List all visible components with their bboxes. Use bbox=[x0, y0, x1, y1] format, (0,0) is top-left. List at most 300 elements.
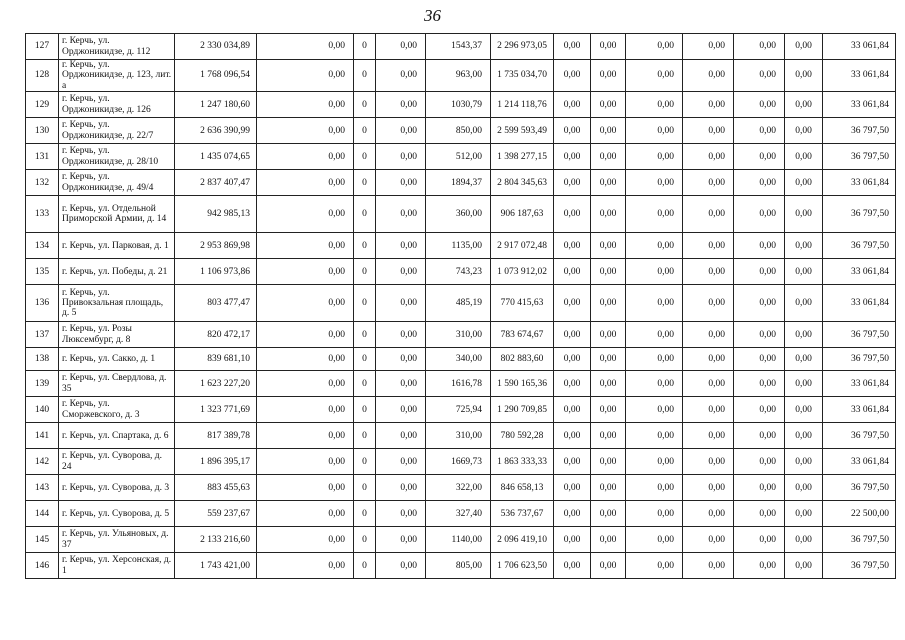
col3-cell: 0,00 bbox=[376, 259, 426, 285]
col6-cell: 0,00 bbox=[554, 501, 591, 527]
col6-cell: 0,00 bbox=[554, 553, 591, 579]
col2-cell: 0 bbox=[354, 475, 376, 501]
col1-cell: 0,00 bbox=[257, 233, 354, 259]
col6-cell: 0,00 bbox=[554, 196, 591, 233]
col5-cell: 1 735 034,70 bbox=[491, 60, 554, 92]
col9-cell: 0,00 bbox=[683, 60, 734, 92]
col5-cell: 906 187,63 bbox=[491, 196, 554, 233]
col11-cell: 0,00 bbox=[785, 196, 823, 233]
col1-cell: 0,00 bbox=[257, 501, 354, 527]
total-sum-cell: 1 106 973,86 bbox=[175, 259, 257, 285]
col4-cell: 360,00 bbox=[426, 196, 491, 233]
col2-cell: 0 bbox=[354, 196, 376, 233]
col5-cell: 2 296 973,05 bbox=[491, 34, 554, 60]
address-cell: г. Керчь, ул. Отдельной Приморской Армии, д. 14 bbox=[59, 196, 175, 233]
col7-cell: 0,00 bbox=[591, 397, 626, 423]
col1-cell: 0,00 bbox=[257, 348, 354, 371]
col4-cell: 1616,78 bbox=[426, 371, 491, 397]
col11-cell: 0,00 bbox=[785, 233, 823, 259]
row-number: 131 bbox=[26, 144, 59, 170]
table-row bbox=[26, 259, 896, 285]
col11-cell: 0,00 bbox=[785, 92, 823, 118]
row-number: 138 bbox=[26, 348, 59, 371]
table-row bbox=[26, 92, 896, 118]
col9-cell: 0,00 bbox=[683, 348, 734, 371]
address-cell: г. Керчь, ул. Победы, д. 21 bbox=[59, 259, 175, 285]
row-number: 144 bbox=[26, 501, 59, 527]
table-row bbox=[26, 553, 896, 579]
col11-cell: 0,00 bbox=[785, 348, 823, 371]
address-cell: г. Керчь, ул. Орджоникидзе, д. 49/4 bbox=[59, 170, 175, 196]
col2-cell: 0 bbox=[354, 371, 376, 397]
col12-cell: 36 797,50 bbox=[823, 553, 896, 579]
col9-cell: 0,00 bbox=[683, 501, 734, 527]
col3-cell: 0,00 bbox=[376, 196, 426, 233]
col12-cell: 33 061,84 bbox=[823, 285, 896, 322]
col2-cell: 0 bbox=[354, 322, 376, 348]
total-sum-cell: 803 477,47 bbox=[175, 285, 257, 322]
col11-cell: 0,00 bbox=[785, 527, 823, 553]
col3-cell: 0,00 bbox=[376, 348, 426, 371]
col10-cell: 0,00 bbox=[734, 553, 785, 579]
col2-cell: 0 bbox=[354, 501, 376, 527]
col7-cell: 0,00 bbox=[591, 233, 626, 259]
col8-cell: 0,00 bbox=[626, 475, 683, 501]
col2-cell: 0 bbox=[354, 118, 376, 144]
col12-cell: 36 797,50 bbox=[823, 233, 896, 259]
page-number: 36 bbox=[424, 6, 441, 25]
col8-cell: 0,00 bbox=[626, 233, 683, 259]
total-sum-cell: 1 743 421,00 bbox=[175, 553, 257, 579]
col5-cell: 2 917 072,48 bbox=[491, 233, 554, 259]
col6-cell: 0,00 bbox=[554, 92, 591, 118]
col8-cell: 0,00 bbox=[626, 118, 683, 144]
col4-cell: 322,00 bbox=[426, 475, 491, 501]
col8-cell: 0,00 bbox=[626, 259, 683, 285]
col2-cell: 0 bbox=[354, 553, 376, 579]
table-row bbox=[26, 371, 896, 397]
col1-cell: 0,00 bbox=[257, 423, 354, 449]
col9-cell: 0,00 bbox=[683, 259, 734, 285]
col10-cell: 0,00 bbox=[734, 527, 785, 553]
col10-cell: 0,00 bbox=[734, 170, 785, 196]
col9-cell: 0,00 bbox=[683, 397, 734, 423]
col3-cell: 0,00 bbox=[376, 144, 426, 170]
col6-cell: 0,00 bbox=[554, 449, 591, 475]
col5-cell: 2 804 345,63 bbox=[491, 170, 554, 196]
col7-cell: 0,00 bbox=[591, 285, 626, 322]
col1-cell: 0,00 bbox=[257, 475, 354, 501]
col1-cell: 0,00 bbox=[257, 449, 354, 475]
col9-cell: 0,00 bbox=[683, 92, 734, 118]
col5-cell: 2 096 419,10 bbox=[491, 527, 554, 553]
col1-cell: 0,00 bbox=[257, 553, 354, 579]
col12-cell: 36 797,50 bbox=[823, 144, 896, 170]
col3-cell: 0,00 bbox=[376, 34, 426, 60]
row-number: 137 bbox=[26, 322, 59, 348]
col9-cell: 0,00 bbox=[683, 322, 734, 348]
col4-cell: 1135,00 bbox=[426, 233, 491, 259]
col6-cell: 0,00 bbox=[554, 371, 591, 397]
row-number: 135 bbox=[26, 259, 59, 285]
total-sum-cell: 817 389,78 bbox=[175, 423, 257, 449]
col1-cell: 0,00 bbox=[257, 144, 354, 170]
col7-cell: 0,00 bbox=[591, 527, 626, 553]
col5-cell: 2 599 593,49 bbox=[491, 118, 554, 144]
col5-cell: 770 415,63 bbox=[491, 285, 554, 322]
col9-cell: 0,00 bbox=[683, 371, 734, 397]
address-cell: г. Керчь, ул. Суворова, д. 24 bbox=[59, 449, 175, 475]
col11-cell: 0,00 bbox=[785, 475, 823, 501]
col8-cell: 0,00 bbox=[626, 348, 683, 371]
col8-cell: 0,00 bbox=[626, 423, 683, 449]
address-cell: г. Керчь, ул. Сморжевского, д. 3 bbox=[59, 397, 175, 423]
col6-cell: 0,00 bbox=[554, 285, 591, 322]
table-body bbox=[26, 34, 896, 579]
col6-cell: 0,00 bbox=[554, 34, 591, 60]
col11-cell: 0,00 bbox=[785, 322, 823, 348]
col1-cell: 0,00 bbox=[257, 92, 354, 118]
total-sum-cell: 839 681,10 bbox=[175, 348, 257, 371]
col2-cell: 0 bbox=[354, 285, 376, 322]
col7-cell: 0,00 bbox=[591, 423, 626, 449]
table-row bbox=[26, 423, 896, 449]
col10-cell: 0,00 bbox=[734, 449, 785, 475]
col11-cell: 0,00 bbox=[785, 397, 823, 423]
total-sum-cell: 2 837 407,47 bbox=[175, 170, 257, 196]
col7-cell: 0,00 bbox=[591, 170, 626, 196]
col12-cell: 36 797,50 bbox=[823, 423, 896, 449]
col7-cell: 0,00 bbox=[591, 92, 626, 118]
col4-cell: 1030,79 bbox=[426, 92, 491, 118]
address-cell: г. Керчь, ул. Орджоникидзе, д. 126 bbox=[59, 92, 175, 118]
col11-cell: 0,00 bbox=[785, 501, 823, 527]
col5-cell: 1 590 165,36 bbox=[491, 371, 554, 397]
col7-cell: 0,00 bbox=[591, 501, 626, 527]
col2-cell: 0 bbox=[354, 348, 376, 371]
col2-cell: 0 bbox=[354, 259, 376, 285]
address-cell: г. Керчь, ул. Орджоникидзе, д. 28/10 bbox=[59, 144, 175, 170]
col3-cell: 0,00 bbox=[376, 285, 426, 322]
col1-cell: 0,00 bbox=[257, 285, 354, 322]
col12-cell: 36 797,50 bbox=[823, 527, 896, 553]
col2-cell: 0 bbox=[354, 527, 376, 553]
total-sum-cell: 942 985,13 bbox=[175, 196, 257, 233]
col5-cell: 1 398 277,15 bbox=[491, 144, 554, 170]
row-number: 129 bbox=[26, 92, 59, 118]
col8-cell: 0,00 bbox=[626, 501, 683, 527]
col6-cell: 0,00 bbox=[554, 322, 591, 348]
table-row bbox=[26, 60, 896, 92]
address-cell: г. Керчь, ул. Орджоникидзе, д. 123, лит. а bbox=[59, 60, 175, 92]
col7-cell: 0,00 bbox=[591, 475, 626, 501]
row-number: 132 bbox=[26, 170, 59, 196]
col5-cell: 780 592,28 bbox=[491, 423, 554, 449]
col7-cell: 0,00 bbox=[591, 259, 626, 285]
col3-cell: 0,00 bbox=[376, 475, 426, 501]
col9-cell: 0,00 bbox=[683, 285, 734, 322]
col6-cell: 0,00 bbox=[554, 233, 591, 259]
col9-cell: 0,00 bbox=[683, 144, 734, 170]
col7-cell: 0,00 bbox=[591, 144, 626, 170]
address-cell: г. Керчь, ул. Орджоникидзе, д. 112 bbox=[59, 34, 175, 60]
col8-cell: 0,00 bbox=[626, 196, 683, 233]
col6-cell: 0,00 bbox=[554, 397, 591, 423]
col12-cell: 33 061,84 bbox=[823, 449, 896, 475]
col7-cell: 0,00 bbox=[591, 196, 626, 233]
col10-cell: 0,00 bbox=[734, 60, 785, 92]
table-row bbox=[26, 118, 896, 144]
col10-cell: 0,00 bbox=[734, 144, 785, 170]
table-row bbox=[26, 285, 896, 322]
col9-cell: 0,00 bbox=[683, 233, 734, 259]
col10-cell: 0,00 bbox=[734, 196, 785, 233]
col12-cell: 36 797,50 bbox=[823, 196, 896, 233]
total-sum-cell: 1 247 180,60 bbox=[175, 92, 257, 118]
col9-cell: 0,00 bbox=[683, 170, 734, 196]
row-number: 130 bbox=[26, 118, 59, 144]
col4-cell: 340,00 bbox=[426, 348, 491, 371]
total-sum-cell: 1 896 395,17 bbox=[175, 449, 257, 475]
col10-cell: 0,00 bbox=[734, 259, 785, 285]
col1-cell: 0,00 bbox=[257, 118, 354, 144]
col3-cell: 0,00 bbox=[376, 553, 426, 579]
col4-cell: 512,00 bbox=[426, 144, 491, 170]
row-number: 146 bbox=[26, 553, 59, 579]
col7-cell: 0,00 bbox=[591, 60, 626, 92]
col7-cell: 0,00 bbox=[591, 34, 626, 60]
col2-cell: 0 bbox=[354, 170, 376, 196]
col11-cell: 0,00 bbox=[785, 553, 823, 579]
col9-cell: 0,00 bbox=[683, 34, 734, 60]
col1-cell: 0,00 bbox=[257, 170, 354, 196]
col6-cell: 0,00 bbox=[554, 527, 591, 553]
col3-cell: 0,00 bbox=[376, 371, 426, 397]
col2-cell: 0 bbox=[354, 34, 376, 60]
total-sum-cell: 1 323 771,69 bbox=[175, 397, 257, 423]
total-sum-cell: 883 455,63 bbox=[175, 475, 257, 501]
col5-cell: 783 674,67 bbox=[491, 322, 554, 348]
row-number: 143 bbox=[26, 475, 59, 501]
col11-cell: 0,00 bbox=[785, 144, 823, 170]
col9-cell: 0,00 bbox=[683, 449, 734, 475]
col1-cell: 0,00 bbox=[257, 527, 354, 553]
col5-cell: 1 863 333,33 bbox=[491, 449, 554, 475]
address-cell: г. Керчь, ул. Херсонская, д. 1 bbox=[59, 553, 175, 579]
col10-cell: 0,00 bbox=[734, 501, 785, 527]
col8-cell: 0,00 bbox=[626, 144, 683, 170]
row-number: 133 bbox=[26, 196, 59, 233]
col11-cell: 0,00 bbox=[785, 34, 823, 60]
total-sum-cell: 1 623 227,20 bbox=[175, 371, 257, 397]
col6-cell: 0,00 bbox=[554, 348, 591, 371]
col6-cell: 0,00 bbox=[554, 60, 591, 92]
col6-cell: 0,00 bbox=[554, 118, 591, 144]
col11-cell: 0,00 bbox=[785, 371, 823, 397]
col3-cell: 0,00 bbox=[376, 322, 426, 348]
col4-cell: 310,00 bbox=[426, 423, 491, 449]
col12-cell: 33 061,84 bbox=[823, 60, 896, 92]
col8-cell: 0,00 bbox=[626, 60, 683, 92]
col12-cell: 36 797,50 bbox=[823, 475, 896, 501]
col10-cell: 0,00 bbox=[734, 322, 785, 348]
col1-cell: 0,00 bbox=[257, 60, 354, 92]
col10-cell: 0,00 bbox=[734, 285, 785, 322]
col1-cell: 0,00 bbox=[257, 397, 354, 423]
col8-cell: 0,00 bbox=[626, 397, 683, 423]
col1-cell: 0,00 bbox=[257, 322, 354, 348]
col10-cell: 0,00 bbox=[734, 34, 785, 60]
col8-cell: 0,00 bbox=[626, 449, 683, 475]
col1-cell: 0,00 bbox=[257, 196, 354, 233]
row-number: 145 bbox=[26, 527, 59, 553]
col4-cell: 805,00 bbox=[426, 553, 491, 579]
col3-cell: 0,00 bbox=[376, 118, 426, 144]
row-number: 139 bbox=[26, 371, 59, 397]
col5-cell: 1 706 623,50 bbox=[491, 553, 554, 579]
table-row bbox=[26, 449, 896, 475]
table-row bbox=[26, 196, 896, 233]
col5-cell: 846 658,13 bbox=[491, 475, 554, 501]
col8-cell: 0,00 bbox=[626, 34, 683, 60]
col2-cell: 0 bbox=[354, 144, 376, 170]
col10-cell: 0,00 bbox=[734, 371, 785, 397]
col7-cell: 0,00 bbox=[591, 322, 626, 348]
col11-cell: 0,00 bbox=[785, 60, 823, 92]
table-row bbox=[26, 397, 896, 423]
address-cell: г. Керчь, ул. Ульяновых, д. 37 bbox=[59, 527, 175, 553]
row-number: 128 bbox=[26, 60, 59, 92]
col12-cell: 36 797,50 bbox=[823, 348, 896, 371]
col4-cell: 327,40 bbox=[426, 501, 491, 527]
col12-cell: 33 061,84 bbox=[823, 259, 896, 285]
col12-cell: 33 061,84 bbox=[823, 371, 896, 397]
col4-cell: 850,00 bbox=[426, 118, 491, 144]
col8-cell: 0,00 bbox=[626, 170, 683, 196]
col10-cell: 0,00 bbox=[734, 348, 785, 371]
col12-cell: 36 797,50 bbox=[823, 118, 896, 144]
col3-cell: 0,00 bbox=[376, 92, 426, 118]
table-row bbox=[26, 34, 896, 60]
col4-cell: 485,19 bbox=[426, 285, 491, 322]
col3-cell: 0,00 bbox=[376, 397, 426, 423]
total-sum-cell: 2 953 869,98 bbox=[175, 233, 257, 259]
col6-cell: 0,00 bbox=[554, 423, 591, 449]
col12-cell: 33 061,84 bbox=[823, 397, 896, 423]
col6-cell: 0,00 bbox=[554, 144, 591, 170]
col11-cell: 0,00 bbox=[785, 259, 823, 285]
col2-cell: 0 bbox=[354, 60, 376, 92]
col3-cell: 0,00 bbox=[376, 60, 426, 92]
col3-cell: 0,00 bbox=[376, 170, 426, 196]
col10-cell: 0,00 bbox=[734, 475, 785, 501]
col4-cell: 725,94 bbox=[426, 397, 491, 423]
col9-cell: 0,00 bbox=[683, 196, 734, 233]
table-row bbox=[26, 322, 896, 348]
col5-cell: 1 214 118,76 bbox=[491, 92, 554, 118]
col4-cell: 1669,73 bbox=[426, 449, 491, 475]
col2-cell: 0 bbox=[354, 233, 376, 259]
col9-cell: 0,00 bbox=[683, 527, 734, 553]
table-row bbox=[26, 527, 896, 553]
table-row bbox=[26, 144, 896, 170]
total-sum-cell: 2 133 216,60 bbox=[175, 527, 257, 553]
col3-cell: 0,00 bbox=[376, 501, 426, 527]
address-cell: г. Керчь, ул. Привокзальная площадь, д. 5 bbox=[59, 285, 175, 322]
table-row bbox=[26, 233, 896, 259]
col11-cell: 0,00 bbox=[785, 170, 823, 196]
col10-cell: 0,00 bbox=[734, 233, 785, 259]
col8-cell: 0,00 bbox=[626, 92, 683, 118]
row-number: 127 bbox=[26, 34, 59, 60]
col7-cell: 0,00 bbox=[591, 449, 626, 475]
address-cell: г. Керчь, ул. Парковая, д. 1 bbox=[59, 233, 175, 259]
total-sum-cell: 1 768 096,54 bbox=[175, 60, 257, 92]
address-cell: г. Керчь, ул. Розы Люксембург, д. 8 bbox=[59, 322, 175, 348]
col2-cell: 0 bbox=[354, 397, 376, 423]
address-cell: г. Керчь, ул. Сакко, д. 1 bbox=[59, 348, 175, 371]
col12-cell: 33 061,84 bbox=[823, 34, 896, 60]
col4-cell: 743,23 bbox=[426, 259, 491, 285]
col7-cell: 0,00 bbox=[591, 371, 626, 397]
address-cell: г. Керчь, ул. Орджоникидзе, д. 22/7 bbox=[59, 118, 175, 144]
col9-cell: 0,00 bbox=[683, 553, 734, 579]
total-sum-cell: 820 472,17 bbox=[175, 322, 257, 348]
col12-cell: 36 797,50 bbox=[823, 322, 896, 348]
col3-cell: 0,00 bbox=[376, 527, 426, 553]
col4-cell: 1543,37 bbox=[426, 34, 491, 60]
col4-cell: 310,00 bbox=[426, 322, 491, 348]
col8-cell: 0,00 bbox=[626, 371, 683, 397]
total-sum-cell: 559 237,67 bbox=[175, 501, 257, 527]
address-cell: г. Керчь, ул. Суворова, д. 3 bbox=[59, 475, 175, 501]
col2-cell: 0 bbox=[354, 423, 376, 449]
col12-cell: 22 500,00 bbox=[823, 501, 896, 527]
address-cell: г. Керчь, ул. Спартака, д. 6 bbox=[59, 423, 175, 449]
row-number: 136 bbox=[26, 285, 59, 322]
address-cell: г. Керчь, ул. Суворова, д. 5 bbox=[59, 501, 175, 527]
col11-cell: 0,00 bbox=[785, 118, 823, 144]
col10-cell: 0,00 bbox=[734, 397, 785, 423]
col7-cell: 0,00 bbox=[591, 348, 626, 371]
col7-cell: 0,00 bbox=[591, 118, 626, 144]
col4-cell: 1894,37 bbox=[426, 170, 491, 196]
col8-cell: 0,00 bbox=[626, 553, 683, 579]
col8-cell: 0,00 bbox=[626, 527, 683, 553]
col1-cell: 0,00 bbox=[257, 371, 354, 397]
col6-cell: 0,00 bbox=[554, 170, 591, 196]
col3-cell: 0,00 bbox=[376, 449, 426, 475]
col4-cell: 1140,00 bbox=[426, 527, 491, 553]
row-number: 134 bbox=[26, 233, 59, 259]
col2-cell: 0 bbox=[354, 449, 376, 475]
col3-cell: 0,00 bbox=[376, 423, 426, 449]
row-number: 141 bbox=[26, 423, 59, 449]
total-sum-cell: 1 435 074,65 bbox=[175, 144, 257, 170]
col4-cell: 963,00 bbox=[426, 60, 491, 92]
col10-cell: 0,00 bbox=[734, 118, 785, 144]
col1-cell: 0,00 bbox=[257, 34, 354, 60]
table-row bbox=[26, 348, 896, 371]
col3-cell: 0,00 bbox=[376, 233, 426, 259]
table-row bbox=[26, 501, 896, 527]
table-row bbox=[26, 170, 896, 196]
col5-cell: 536 737,67 bbox=[491, 501, 554, 527]
col2-cell: 0 bbox=[354, 92, 376, 118]
col5-cell: 1 290 709,85 bbox=[491, 397, 554, 423]
col9-cell: 0,00 bbox=[683, 475, 734, 501]
total-sum-cell: 2 330 034,89 bbox=[175, 34, 257, 60]
